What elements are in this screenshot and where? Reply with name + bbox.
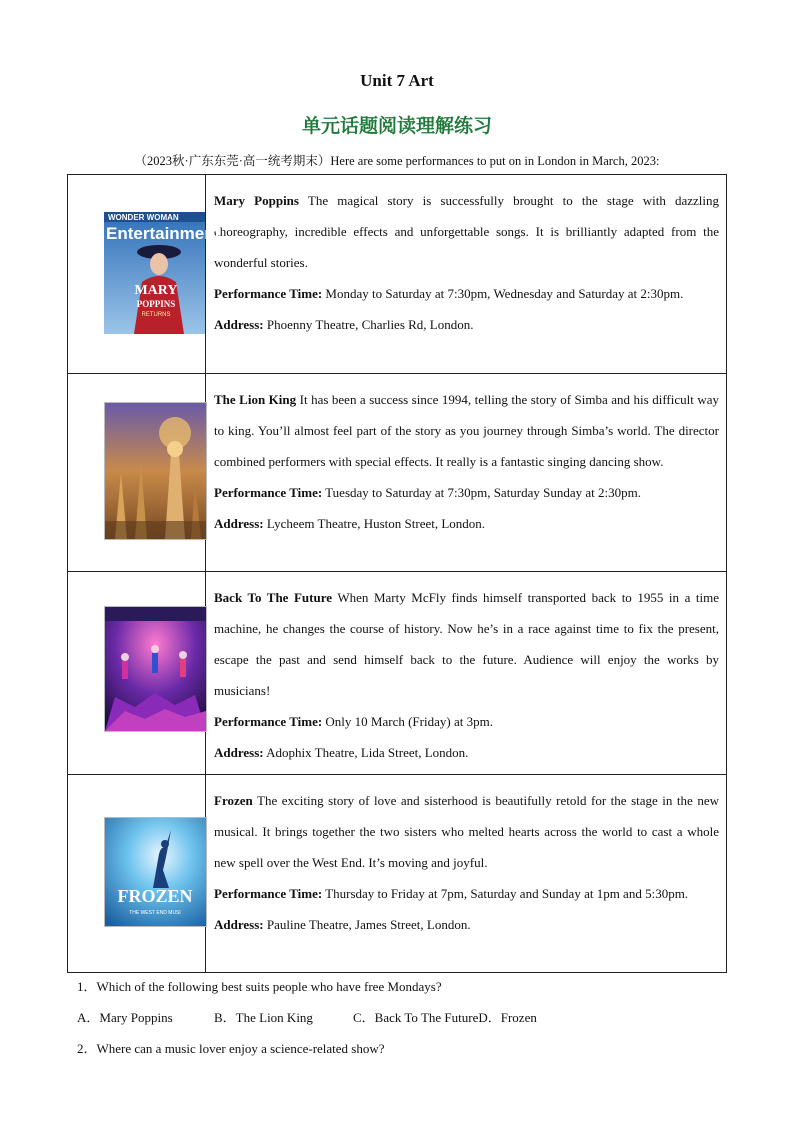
time-label: Performance Time: bbox=[214, 485, 323, 500]
question-1: 1．Which of the following best suits people who have free Mondays? bbox=[77, 979, 442, 994]
address-label: Address: bbox=[214, 317, 264, 332]
address-label: Address: bbox=[214, 917, 264, 932]
show-desc: The exciting story of love and sisterhood is beautifully retold for the stage in the new musical. It brings together the two sisters who melted hearts across the world to cast a whole new spell over the West End. It’s moving and joyful. bbox=[214, 793, 719, 870]
poster-logo: FROZEN bbox=[117, 886, 193, 906]
poster-name1: MARY bbox=[134, 283, 178, 298]
show-description bbox=[206, 374, 727, 572]
show-name: Back To The Future bbox=[214, 590, 333, 605]
show-address: Pauline Theatre, James Street, London. bbox=[263, 917, 471, 932]
time-label: Performance Time: bbox=[214, 286, 323, 301]
show-time: Monday to Saturday at 7:30pm, Wednesday and Saturday at 2:30pm. bbox=[322, 286, 684, 301]
show-desc: It has been a success since 1994, telling the story of Simba and his difficult way to king. You’ll almost feel part of the story as you journey through Simba’s world. The director combined performers with special effects. It really is a fantastic singing dancing show. bbox=[214, 392, 720, 469]
back-to-the-future-photo bbox=[104, 606, 207, 732]
show-name: The Lion King bbox=[214, 392, 297, 407]
address-label: Address: bbox=[214, 745, 264, 760]
show-row bbox=[68, 572, 727, 775]
option-a[interactable]: A．Mary Poppins bbox=[77, 1010, 173, 1025]
frozen-poster bbox=[104, 817, 207, 927]
page-title: Unit 7 Art bbox=[360, 71, 434, 90]
poster-cell bbox=[68, 374, 206, 572]
option-c[interactable]: C．Back To The Future bbox=[353, 1010, 479, 1025]
show-time: Thursday to Friday at 7pm, Saturday and Sunday at 1pm and 5:30pm. bbox=[322, 886, 689, 901]
poster-cell bbox=[68, 175, 221, 374]
poster-cell bbox=[68, 775, 206, 973]
show-description bbox=[206, 775, 727, 973]
show-address: Lycheem Theatre, Huston Street, London. bbox=[263, 516, 486, 531]
show-address: Adophix Theatre, Lida Street, London. bbox=[263, 745, 469, 760]
question-1-options bbox=[77, 1007, 537, 1026]
show-name: Mary Poppins bbox=[214, 193, 299, 208]
show-row bbox=[68, 374, 727, 572]
question-2: 2．Where can a music lover enjoy a science-related show? bbox=[77, 1041, 385, 1056]
poster-brand: Entertainment bbox=[106, 224, 221, 243]
lion-king-photo bbox=[104, 402, 207, 540]
time-label: Performance Time: bbox=[214, 714, 323, 729]
show-description bbox=[206, 572, 727, 775]
poster-sub: THE WEST END MUSI bbox=[129, 910, 181, 916]
address-label: Address: bbox=[214, 516, 264, 531]
show-time: Tuesday to Saturday at 7:30pm, Saturday Sunday at 2:30pm. bbox=[322, 485, 642, 500]
show-name: Frozen bbox=[214, 793, 253, 808]
time-label: Performance Time: bbox=[214, 886, 323, 901]
show-description bbox=[206, 175, 727, 374]
page-subtitle: 单元话题阅读理解练习 bbox=[301, 115, 492, 137]
show-address: Phoenny Theatre, Charlies Rd, London. bbox=[263, 317, 474, 332]
intro-text: （2023秋·广东东莞·高一统考期末）Here are some performances to put on in London in March, 2023: bbox=[134, 154, 660, 168]
show-desc: The magical story is successfully brought to the stage with dazzling choreography, incredible effects and unforgettable songs. It is brilliantly adapted from the wonderful stories. bbox=[214, 193, 720, 270]
option-d[interactable]: D．Frozen bbox=[478, 1010, 537, 1025]
performances-table bbox=[67, 174, 727, 973]
option-b[interactable]: B．The Lion King bbox=[214, 1010, 313, 1025]
show-desc: When Marty McFly finds himself transported back to 1955 in a time machine, he changes the course of history. Now he’s in a race against time to fix the present, escape the past and send himself back to the future. Audience will enjoy the works by musicians! bbox=[214, 590, 719, 698]
poster-cell bbox=[68, 572, 206, 775]
show-time: Only 10 March (Friday) at 3pm. bbox=[322, 714, 493, 729]
show-row bbox=[68, 775, 727, 973]
poster-tag: RETURNS bbox=[141, 312, 171, 318]
show-row bbox=[68, 175, 727, 374]
mary-poppins-poster bbox=[104, 212, 221, 334]
poster-top-text: WONDER WOMAN bbox=[108, 213, 179, 222]
poster-name2: POPPINS bbox=[136, 299, 176, 309]
